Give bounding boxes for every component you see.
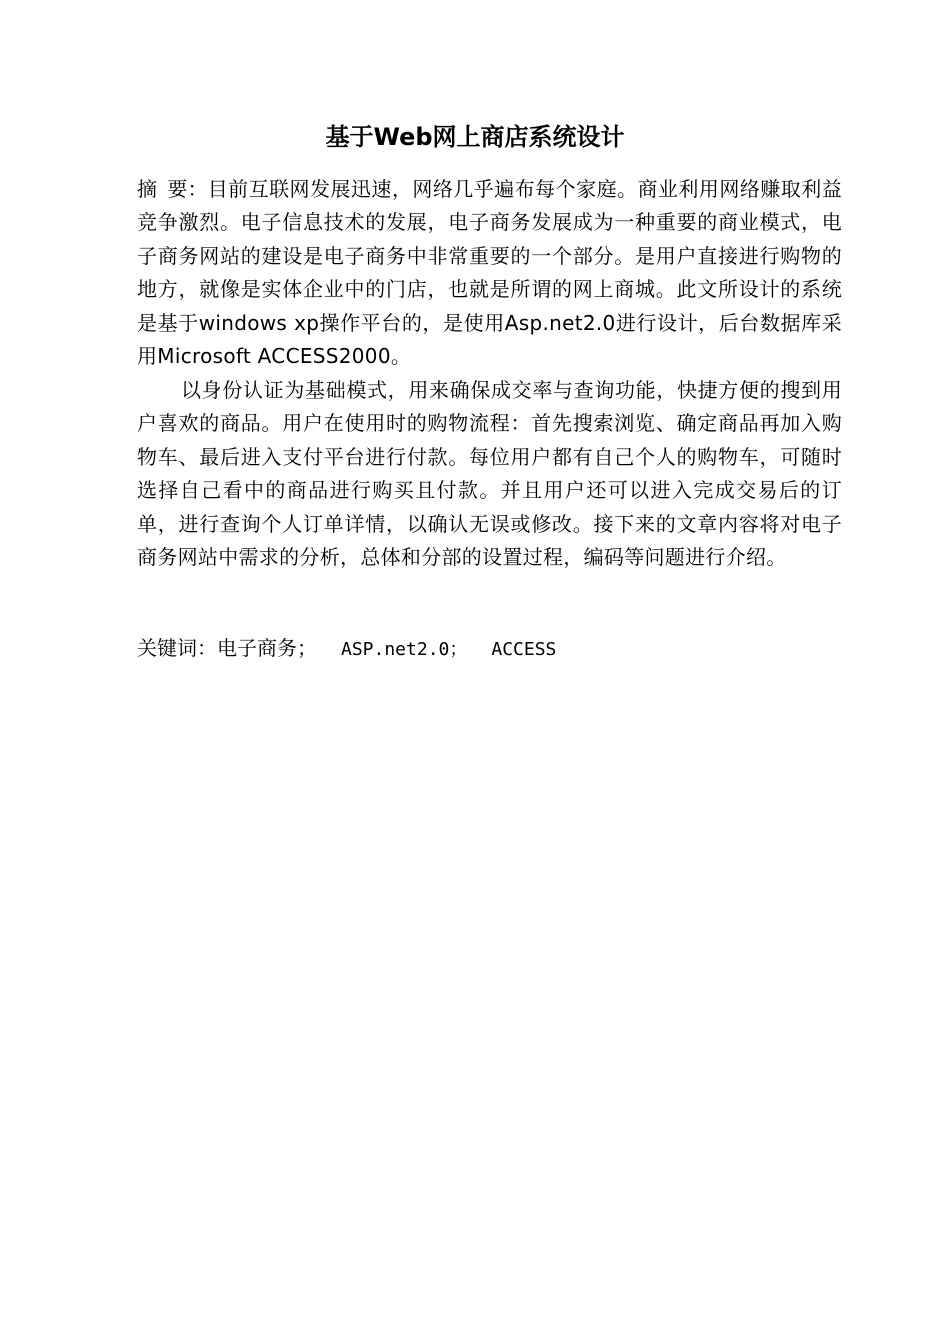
keywords-label: 关键词： <box>137 636 217 660</box>
keyword-item-3: ACCESS <box>491 639 557 660</box>
abstract-label-part1: 摘 <box>137 177 158 201</box>
abstract-label-part2: 要： <box>167 177 208 201</box>
keyword-item-1: 电子商务； <box>217 636 317 660</box>
abstract-paragraph <box>137 173 842 373</box>
body-paragraph-2: 以身份认证为基础模式，用来确保成交率与查询功能，快捷方便的搜到用户喜欢的商品。用户在使用时的购物流程：首先搜索浏览、确定商品再加入购物车、最后进入支付平台进行付款。每位用户都有自己个人的购物车，可随时选择自己看中的商品进行购买且付款。并且用户还可以进入完成交易后的订单，进行查询个人订单详情，以确认无误或修改。接下来的文章内容将对电子商务网站中需求的分析，总体和分部的设置过程，编码等问题进行介绍。 <box>137 378 842 570</box>
keyword-item-2: ASP.net2.0； <box>341 639 468 660</box>
keywords-line <box>137 631 842 667</box>
document-title: 基于Web网上商店系统设计 <box>325 123 625 151</box>
abstract-text: 目前互联网发展迅速，网络几乎遍布每个家庭。商业利用网络赚取利益竞争激烈。电子信息技术的发展，电子商务发展成为一种重要的商业模式，电子商务网站的建设是电子商务中非常重要的一个部分。是用户直接进行购物的地方，就像是实体企业中的门店，也就是所谓的网上商城。此文所设计的系统是基于windows xp操作平台的，是使用Asp.net2.0进行设计，后台数据库采用Microsoft ACCESS2000。 <box>137 177 843 369</box>
